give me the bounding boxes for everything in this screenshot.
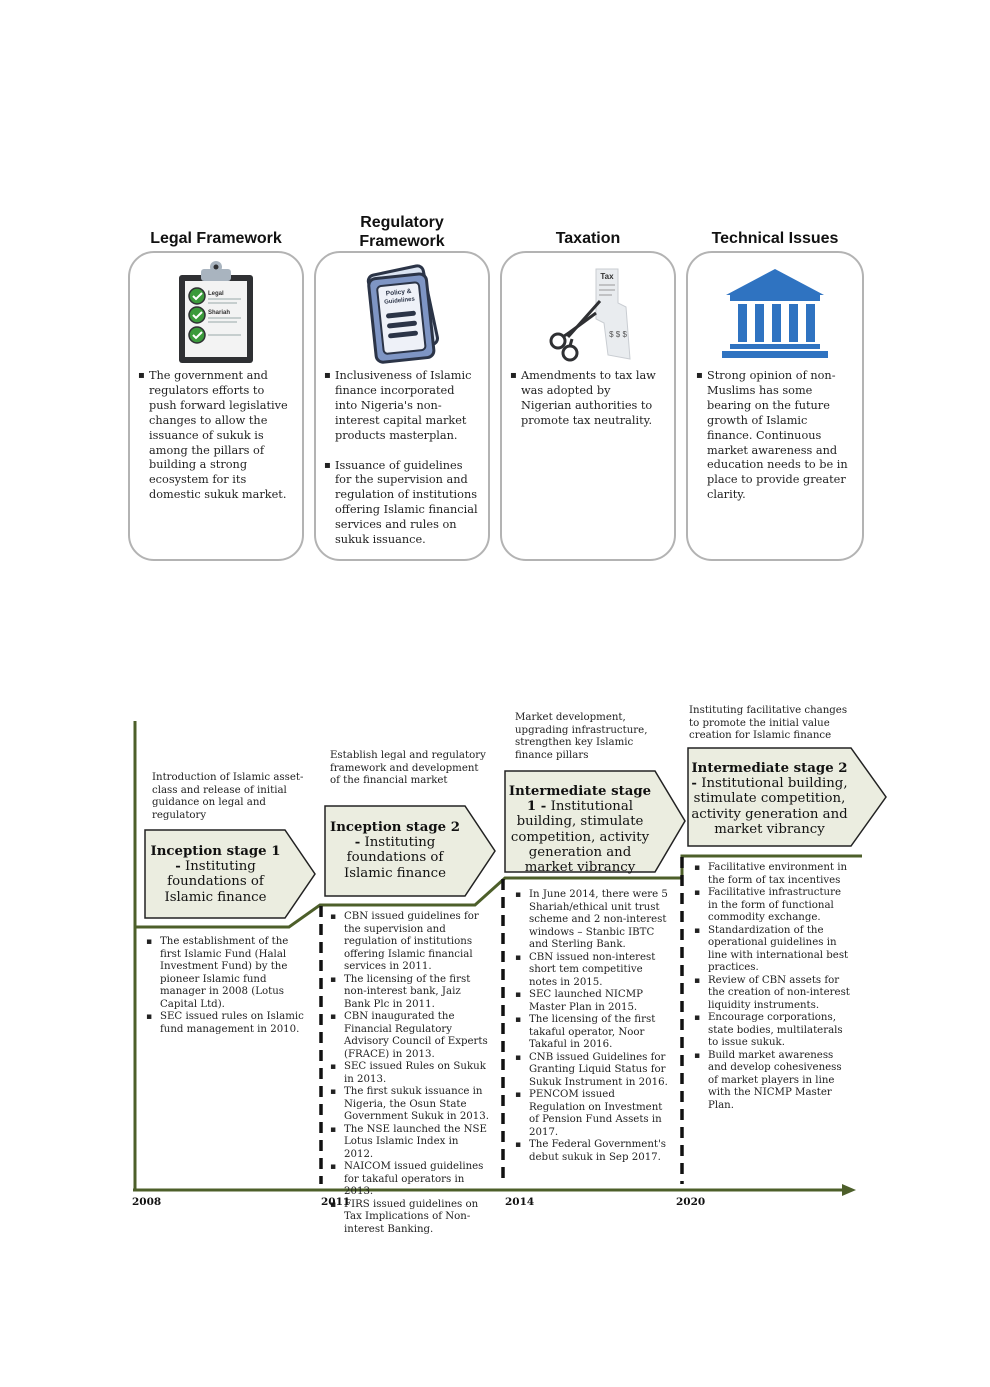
clipboard-label-shariah: Shariah bbox=[208, 310, 231, 316]
list-item: ▪ The government and regulators efforts to push forward legislative changes to allow the issuance of sukuk is among the pillars of building a strong ecosystem for its domestic sukuk market. bbox=[138, 369, 292, 503]
stage-2-title bbox=[327, 820, 463, 881]
year-label-2020: 2020 bbox=[676, 1196, 706, 1208]
list-item: ▪ The licensing of the first non-interest bank, Jaiz Bank Plc in 2011. bbox=[330, 974, 490, 1012]
list-item: ▪ NAICOM issued guidelines for takaful operators in 2013. bbox=[330, 1161, 490, 1199]
stage-3-description: Market development, upgrading infrastructure, strengthen key Islamic finance pillars bbox=[515, 712, 648, 761]
list-item: ▪ CBN issued non-interest short tem competitive notes in 2015. bbox=[515, 952, 670, 990]
stage-2-description: Establish legal and regulatory framework and development of the financial market bbox=[330, 750, 486, 787]
stage-3-bullets bbox=[515, 889, 670, 1164]
tax-dollars-label: $ $ $ bbox=[609, 330, 627, 339]
stage-2-title-bold: Inception stage 2 - bbox=[330, 820, 460, 851]
list-item: ▪ Strong opinion of non-Muslims has some bearing on the future growth of Islamic finance. Continuous market awareness and education needs to be in place to provide greater clarity. bbox=[696, 369, 852, 503]
tax-label: Tax bbox=[600, 272, 614, 281]
stage-4-title-bold: Intermediate stage 2 - bbox=[691, 761, 848, 792]
stage-2-bullets bbox=[330, 911, 490, 1236]
policy-label-line2: Guidelines bbox=[383, 296, 416, 306]
list-item: ▪ CBN issued guidelines for the supervision and regulation of institutions offering Islamic financial services in 2011. bbox=[330, 911, 490, 974]
year-label-2011: 2011 bbox=[321, 1196, 351, 1208]
year-label-2008: 2008 bbox=[132, 1196, 162, 1208]
stage-1-title-rest: Instituting foundations of Islamic finance bbox=[164, 859, 267, 905]
list-item: ▪ CNB issued Guidelines for Granting Liquid Status for Sukuk Instrument in 2016. bbox=[515, 1052, 670, 1090]
list-item: ▪ Encourage corporations, state bodies, multilaterals to issue sukuk. bbox=[694, 1012, 854, 1050]
list-item: ▪ PENCOM issued Regulation on Investment of Pension Fund Assets in 2017. bbox=[515, 1089, 670, 1139]
stage-4-title-rest: Institutional building, stimulate competition, activity generation and market vibrancy bbox=[691, 776, 848, 837]
list-item: ▪ The first sukuk issuance in Nigeria, the Osun State Government Sukuk in 2013. bbox=[330, 1086, 490, 1124]
clipboard-label-legal: Legal bbox=[208, 291, 224, 297]
pillar-title-regulatory-line1: Regulatory bbox=[360, 214, 444, 231]
stage-4-description: Instituting facilitative changes to promote the initial value creation for Islamic finance bbox=[689, 705, 848, 742]
list-item: ▪ Facilitative environment in the form of tax incentives bbox=[694, 862, 854, 887]
list-item: ▪ Review of CBN assets for the creation of non-interest liquidity instruments. bbox=[694, 975, 854, 1013]
timeline-arrowhead bbox=[842, 1184, 856, 1196]
stage-3-title-rest: Institutional building, stimulate competition, activity generation and market vibrancy bbox=[510, 799, 650, 876]
list-item: ▪ In June 2014, there were 5 Shariah/ethical unit trust scheme and 2 non-interest windows – Stanbic IBTC and Sterling Bank. bbox=[515, 889, 670, 952]
stage-4-bullets bbox=[694, 862, 854, 1112]
list-item: ▪ The licensing of the first takaful operator, Noor Takaful in 2016. bbox=[515, 1014, 670, 1052]
list-item: ▪ SEC issued rules on Islamic fund management in 2010. bbox=[146, 1011, 312, 1036]
list-item: ▪ Inclusiveness of Islamic finance incorporated into Nigeria's non-interest capital market products masterplan. bbox=[324, 369, 478, 444]
stage-1-title bbox=[148, 844, 283, 905]
pillar-title-taxation: Taxation bbox=[555, 230, 621, 247]
list-item: ▪ CBN inaugurated the Financial Regulatory Advisory Council of Experts (FRACE) in 2013. bbox=[330, 1011, 490, 1061]
stage-4-title bbox=[690, 761, 849, 837]
list-item: ▪ FIRS issued guidelines on Tax Implications of Non-interest Banking. bbox=[330, 1199, 490, 1237]
stage-1-description: Introduction of Islamic asset-class and release of initial guidance on legal and regulatory bbox=[152, 772, 304, 821]
list-item: ▪ Facilitative infrastructure in the form of functional commodity exchange. bbox=[694, 887, 854, 925]
list-item: ▪ The establishment of the first Islamic Fund (Halal Investment Fund) by the pioneer Islamic fund manager in 2008 (Lotus Capital Ltd). bbox=[146, 936, 312, 1011]
stage-2-title-rest: Instituting foundations of Islamic finance bbox=[343, 835, 447, 881]
policy-label-line1: Policy & bbox=[385, 287, 412, 298]
stage-1-title-bold: Inception stage 1 - bbox=[150, 844, 281, 875]
pillar-title-technical: Technical Issues bbox=[711, 230, 839, 247]
stage-3-title bbox=[507, 784, 653, 875]
pillar-title-regulatory-line2: Framework bbox=[359, 233, 445, 250]
list-item: ▪ The NSE launched the NSE Lotus Islamic Index in 2012. bbox=[330, 1124, 490, 1162]
stage-3-title-bold: Intermediate stage 1 - bbox=[508, 784, 652, 815]
list-item: ▪ The Federal Government's debut sukuk in Sep 2017. bbox=[515, 1139, 670, 1164]
list-item: ▪ SEC issued Rules on Sukuk in 2013. bbox=[330, 1061, 490, 1086]
list-item: ▪ Build market awareness and develop cohesiveness of market players in line with the NICMP Master Plan. bbox=[694, 1050, 854, 1113]
list-item: ▪ Standardization of the operational guidelines in line with international best practices. bbox=[694, 925, 854, 975]
list-item: ▪ Amendments to tax law was adopted by Nigerian authorities to promote tax neutrality. bbox=[510, 369, 664, 429]
list-item: ▪ SEC launched NICMP Master Plan in 2015. bbox=[515, 989, 670, 1014]
list-item: ▪ Issuance of guidelines for the supervision and regulation of institutions offering Islamic financial services and rules on sukuk issuance. bbox=[324, 459, 478, 548]
year-label-2014: 2014 bbox=[505, 1196, 535, 1208]
pillar-title-legal: Legal Framework bbox=[150, 230, 282, 247]
stage-1-bullets bbox=[146, 936, 312, 1036]
